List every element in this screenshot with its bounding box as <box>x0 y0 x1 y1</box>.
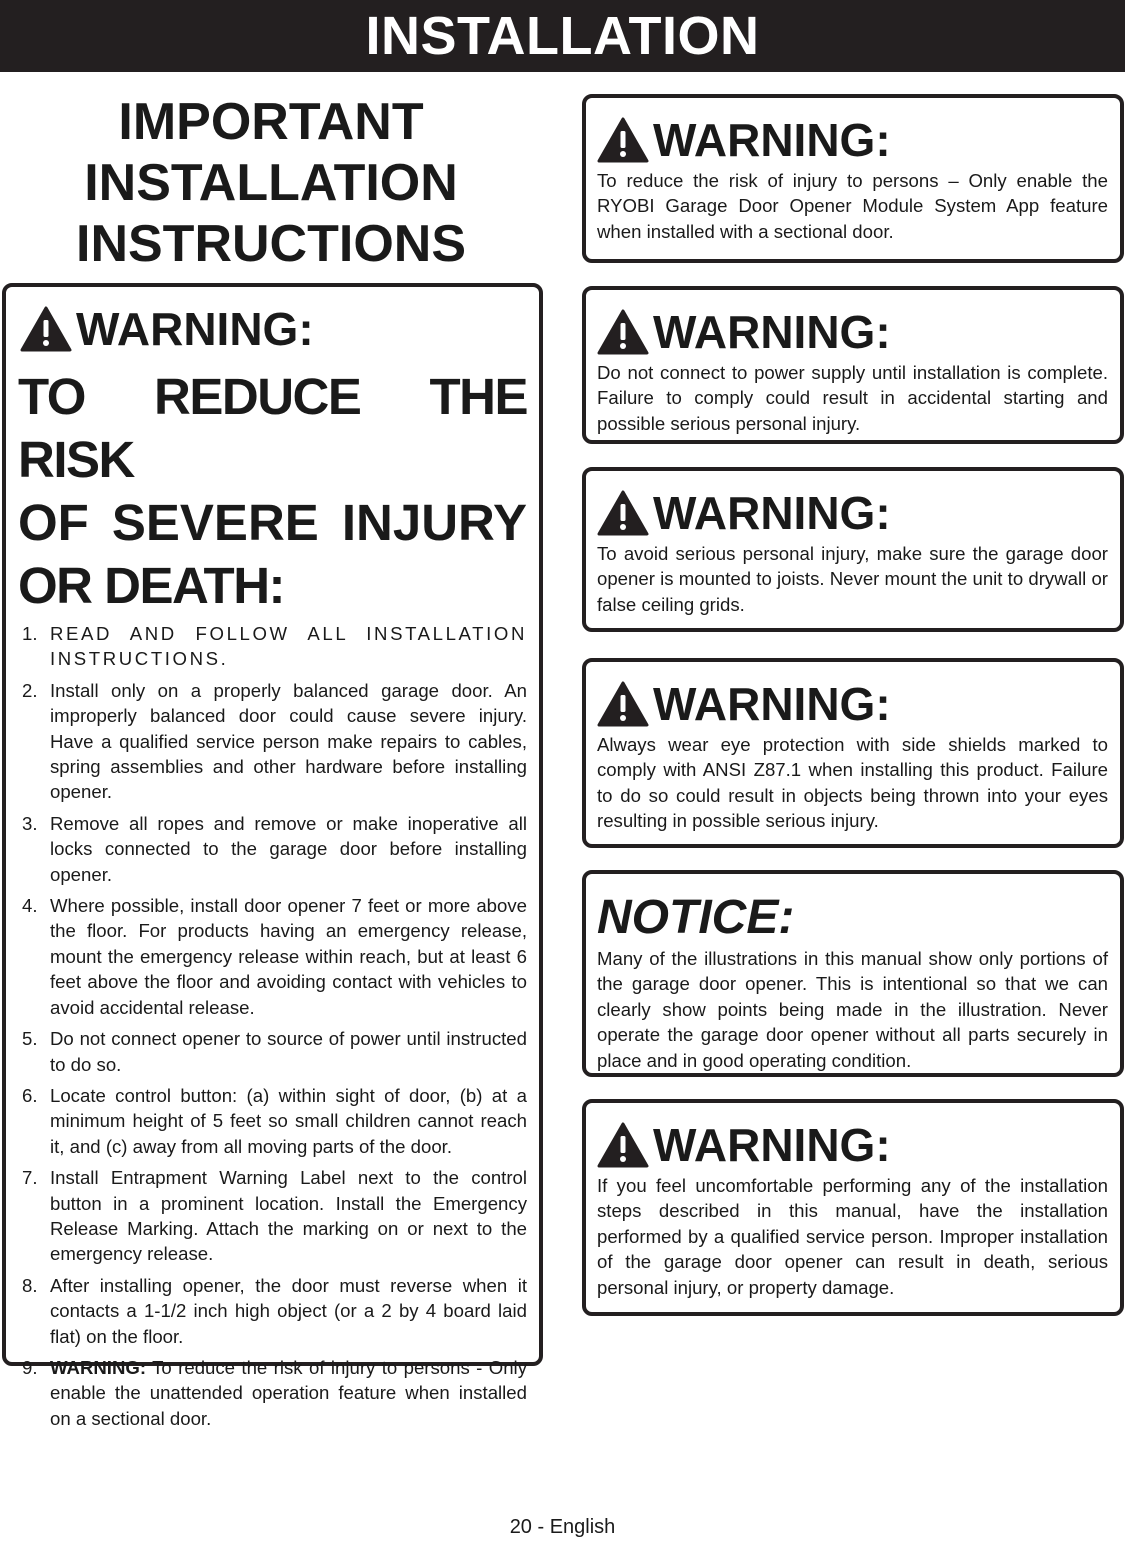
warning-text: To reduce the risk of injury to persons – Only enable the RYOBI Garage Door Opener Module System App feature when installed with a sectional door. <box>597 170 1108 242</box>
warning-label: WARNING: <box>653 114 891 166</box>
list-item <box>18 1083 527 1159</box>
warning-text: Do not connect to power supply until installation is complete. Failure to comply could result in accidental starting and possible serious personal injury. <box>597 362 1108 434</box>
warning-box-joists <box>582 467 1124 632</box>
warning-triangle-icon <box>597 490 649 536</box>
important-instructions-box <box>2 283 543 1429</box>
warning-label: WARNING: <box>653 487 891 539</box>
warning-box-power-supply <box>582 286 1124 444</box>
warning-heading <box>597 678 1108 730</box>
instruction-list <box>18 621 527 1431</box>
notice-box <box>582 870 1124 1077</box>
warning-box-app-feature <box>582 94 1124 263</box>
warning-heading <box>597 1119 1108 1171</box>
page-number: 20 - English <box>509 1516 616 1538</box>
warning-text: To avoid serious personal injury, make sure the garage door opener is mounted to joists. Never mount the unit to drywall or false ceiling grids. <box>597 543 1108 615</box>
danger-line-2 <box>18 491 527 554</box>
list-item <box>18 893 527 1020</box>
warning-triangle-icon <box>597 1122 649 1168</box>
item-number: 2. <box>22 679 38 701</box>
item-text: Install Entrapment Warning Label next to the control button in a prominent location. Install the Emergency Release Marking. Attach the marking on or next to the emergency release. <box>50 1167 527 1265</box>
list-item <box>18 811 527 887</box>
item-number: 3. <box>22 812 38 834</box>
item-number: 5. <box>22 1028 38 1050</box>
item-text: Locate control button: (a) within sight of door, (b) at a minimum height of 5 feet so small children cannot reach it, and (c) away from all moving parts of the door. <box>50 1084 527 1157</box>
item-number: 6. <box>22 1084 38 1106</box>
list-item <box>18 1165 527 1267</box>
danger-line-1: TO REDUCE THE RISK <box>18 368 527 488</box>
item-text: Where possible, install door opener 7 feet or more above the floor. For products having an emergency release, mount the emergency release within reach, but at least 6 feet above the floor and avoiding contact with vehicles to avoid accidental release. <box>50 895 527 1018</box>
list-item <box>18 1355 527 1431</box>
item-number: 1. <box>22 623 38 644</box>
item-warning-label: WARNING: <box>50 1356 147 1378</box>
page-title-line1: IMPORTANT <box>118 93 424 151</box>
warning-triangle-icon <box>597 117 649 163</box>
warning-heading <box>597 114 1108 166</box>
warning-heading <box>20 303 527 355</box>
page-title-line3: INSTRUCTIONS <box>76 215 466 273</box>
item-number: 9. <box>22 1356 38 1378</box>
item-warning-text: To reduce the risk of injury to persons - Only enable the unattended operation feature when installed on a sectional door. <box>50 1356 527 1429</box>
list-item <box>18 678 527 805</box>
item-number: 4. <box>22 895 38 917</box>
warning-triangle-icon <box>597 681 649 727</box>
warning-box-qualified-person <box>582 1099 1124 1316</box>
warning-label: WARNING: <box>76 303 314 355</box>
list-item <box>18 621 527 672</box>
danger-word: OF <box>18 494 89 551</box>
item-text: After installing opener, the door must reverse when it contacts a 1-1/2 inch high object (or a 2 by 4 board laid flat) on the floor. <box>50 1274 527 1347</box>
warning-text: If you feel uncomfortable performing any of the installation steps described in this manual, have the installation performed by a qualified service person. Improper installation of the garage door opener can result in death, serious personal injury, or property damage. <box>597 1175 1108 1298</box>
list-item <box>18 1273 527 1349</box>
item-text: Do not connect opener to source of power until instructed to do so. <box>50 1028 527 1075</box>
warning-triangle-icon <box>597 309 649 355</box>
warning-box-eye-protection <box>582 658 1124 848</box>
item-text: READ AND FOLLOW ALL INSTALLATION INSTRUCTIONS. <box>50 623 527 670</box>
warning-heading <box>597 487 1108 539</box>
danger-statement <box>18 365 527 617</box>
item-text: Install only on a properly balanced garage door. An improperly balanced door could cause severe injury. Have a qualified service person make repairs to cables, spring assemblies and other hardware before installing opener. <box>50 679 527 803</box>
page-title <box>0 92 542 275</box>
danger-word: INJURY <box>341 494 527 551</box>
warning-text: Always wear eye protection with side shields marked to comply with ANSI Z87.1 when installing this product. Failure to do so could result in objects being thrown into your eyes resulting in possible serious injury. <box>597 734 1108 832</box>
warning-label: WARNING: <box>653 678 891 730</box>
warning-heading <box>597 306 1108 358</box>
item-number: 7. <box>22 1167 38 1189</box>
danger-line-3: OR DEATH: <box>18 557 285 614</box>
section-header <box>0 0 1125 72</box>
page-footer <box>0 1516 1125 1539</box>
notice-label: NOTICE: <box>597 891 795 944</box>
warning-triangle-icon <box>20 306 72 352</box>
warning-label: WARNING: <box>653 306 891 358</box>
item-number: 8. <box>22 1274 38 1296</box>
item-text <box>50 1355 527 1431</box>
list-item <box>18 1026 527 1077</box>
item-text: Remove all ropes and remove or make inoperative all locks connected to the garage door before installing opener. <box>50 812 527 885</box>
warning-label: WARNING: <box>653 1119 891 1171</box>
notice-text: Many of the illustrations in this manual show only portions of the garage door opener. This is intentional so that we can clearly show points being made in the illustration. Never operate the garage door opener without all parts securely in place and in good operating condition. <box>597 948 1108 1071</box>
page-title-line2: INSTALLATION <box>84 154 458 212</box>
danger-word: SEVERE <box>111 494 319 551</box>
section-title: INSTALLATION <box>365 6 760 66</box>
